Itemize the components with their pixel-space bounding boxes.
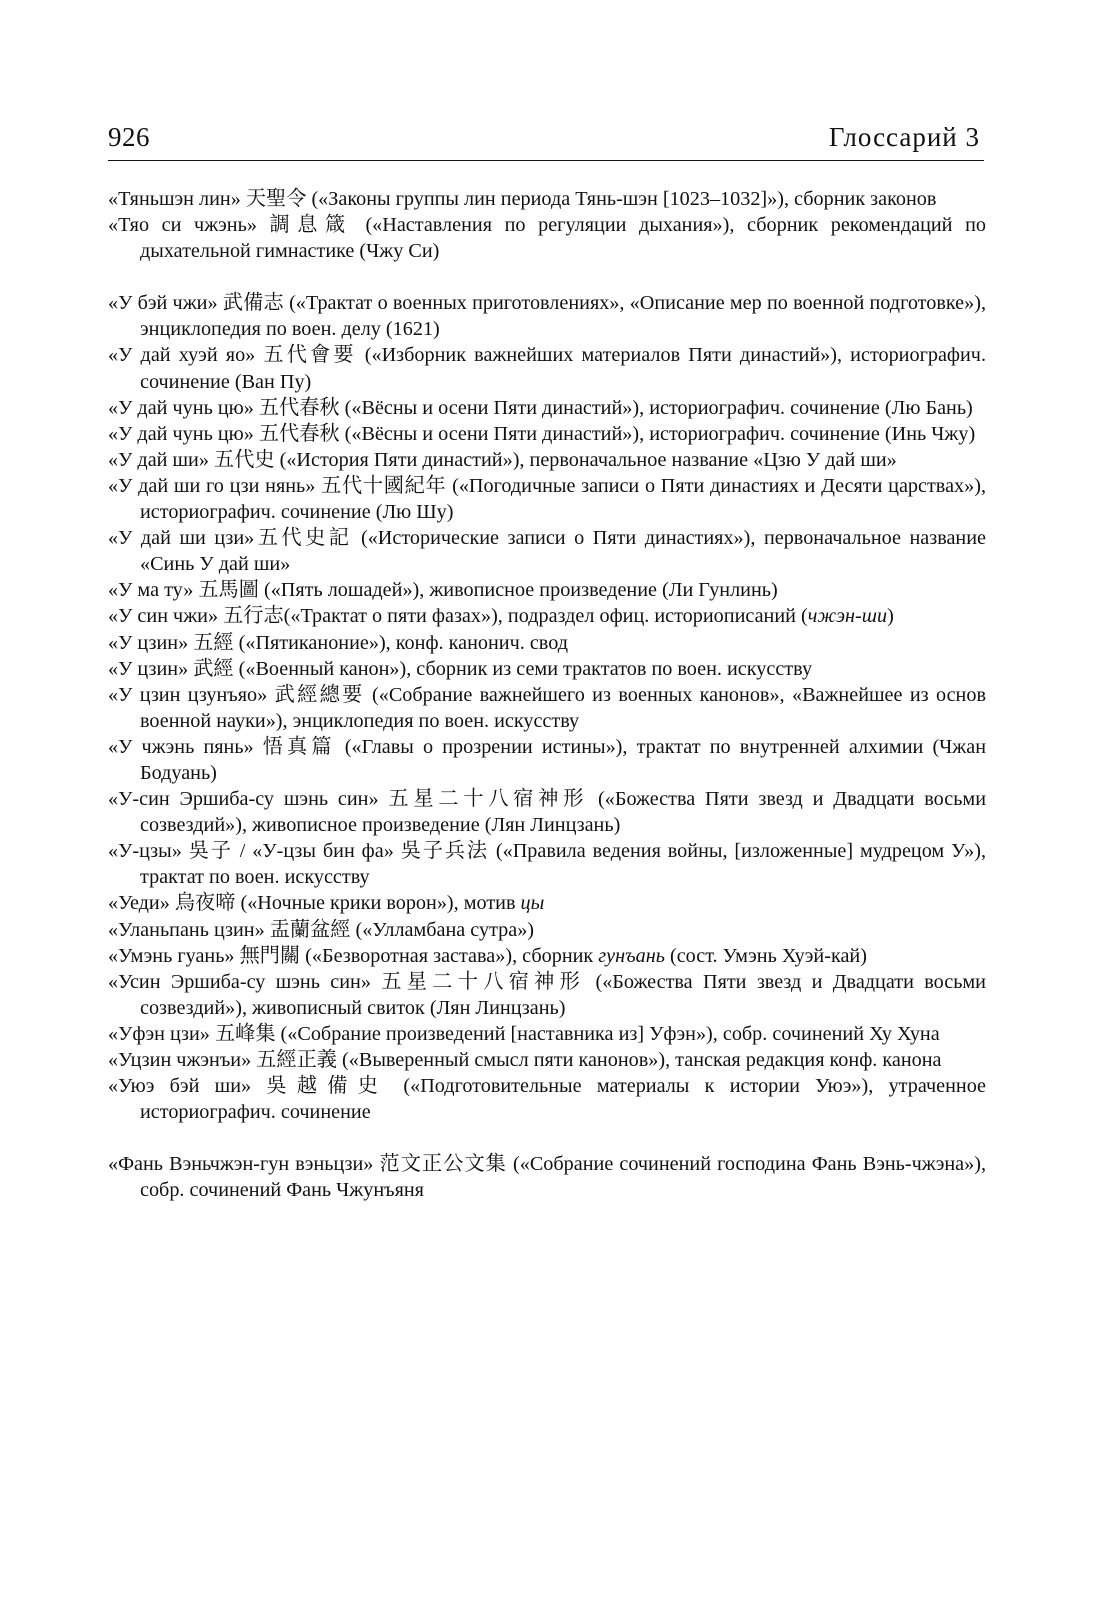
page-number: 926 <box>108 122 150 152</box>
entry-text: «У дай ши го цзи нянь» 五代十國紀年 («Погодичные записи о Пяти династиях и Десяти царствах»), историографич. сочинение (Лю Шу) <box>108 474 986 524</box>
glossary-entry <box>108 1047 986 1073</box>
entry-text: «Уфэн цзи» 五峰集 («Собрание произведений [наставника из] Уфэн»), собр. сочинений Ху Хуна <box>108 1022 940 1045</box>
glossary-entry <box>108 603 986 629</box>
entry-text: «У дай чунь цю» 五代春秋 («Вёсны и осени Пяти династий»), историографич. сочинение (Инь Чжу) <box>108 422 976 445</box>
glossary-entry <box>108 342 986 394</box>
running-title: Глоссарий 3 <box>828 122 980 152</box>
entry-text: «Фань Вэньчжэн-гун вэньцзи» 范文正公文集 («Собрание сочинений господина Фань Вэнь-чжэна»), собр. сочинений Фань Чжунъяня <box>108 1153 986 1202</box>
glossary-entry <box>108 943 986 969</box>
page-header <box>108 120 984 161</box>
glossary-entry <box>108 1151 986 1203</box>
glossary-entry <box>108 1021 986 1047</box>
glossary-entry <box>108 421 986 447</box>
entry-text: «Умэнь гуань» 無門關 («Безворотная застава»), сборник <box>108 944 599 967</box>
entry-text: «У ма ту» 五馬圖 («Пять лошадей»), живописное произведение (Ли Гунлинь) <box>108 579 778 602</box>
entry-term-italic: цы <box>520 892 545 915</box>
entry-text: «У дай хуэй яо» 五代會要 («Изборник важнейших материалов Пяти династий»), историографич. сочинение (Ван Пу) <box>108 344 986 393</box>
glossary-entry <box>108 186 986 212</box>
entry-text: «Тяо си чжэнь» 調息箴 («Наставления по регуляции дыхания»), сборник рекомендаций по дыхательной гимнастике (Чжу Си) <box>108 214 986 263</box>
entry-text: «У цзин» 五經 («Пятиканоние»), конф. канонич. свод <box>108 631 568 654</box>
entry-text: «Уюэ бэй ши» 吳越備史 («Подготовительные материалы к истории Уюэ»), утраченное историографич. сочинение <box>108 1075 986 1124</box>
glossary-entry <box>108 630 986 656</box>
entry-term-italic: гунъань <box>598 944 665 967</box>
entry-text: «Тяньшэн лин» 天聖令 («Законы группы лин периода Тянь-шэн [1023–1032]»), сборник законов <box>108 188 937 210</box>
entry-text: «У-син Эршиба-су шэнь син» 五星二十八宿神形 («Божества Пяти звезд и Двадцати восьми созвездий»), живописное произведение (Лян Линцзань) <box>108 788 986 837</box>
entry-text: «У бэй чжи» 武備志 («Трактат о военных приготовлениях», «Описание мер по военной подготовке»), энциклопедия по воен. делу (1621) <box>108 292 986 341</box>
entry-text: «У дай ши цзи»五代史記 («Исторические записи о Пяти династиях»), первоначальное название «Синь У дай ши» <box>108 527 986 576</box>
glossary-entry <box>108 395 986 421</box>
glossary-entry <box>108 290 986 342</box>
glossary-entry <box>108 917 986 943</box>
entry-text: «У цзин цзунъяо» 武經總要 («Собрание важнейшего из военных канонов», «Важнейшее из основ военной науки»), энциклопедия по воен. искусству <box>108 683 986 732</box>
glossary-entry <box>108 525 986 577</box>
glossary-entry <box>108 734 986 786</box>
entry-text: (сост. Умэнь Хуэй-кай) <box>664 944 867 967</box>
entry-text: «У син чжи» 五行志(«Трактат о пяти фазах»), подраздел офиц. историописаний ( <box>108 605 808 628</box>
glossary-entry <box>108 656 986 682</box>
glossary-entry <box>108 447 986 473</box>
glossary-entry <box>108 577 986 603</box>
entry-term-italic: чжэн-ши <box>807 605 888 628</box>
entry-text: «У дай чунь цю» 五代春秋 («Вёсны и осени Пяти династий»), историографич. сочинение (Лю Бань) <box>108 396 973 419</box>
glossary-entry <box>108 473 986 525</box>
entry-text: «У-цзы» 吳子 / «У-цзы бин фа» 吳子兵法 («Правила ведения войны, [изложенные] мудрецом У»), трактат по воен. искусству <box>108 840 986 889</box>
glossary-entry <box>108 1073 986 1125</box>
entry-text: «У дай ши» 五代史 («История Пяти династий»), первоначальное название «Цзю У дай ши» <box>108 448 897 471</box>
entry-text: «Усин Эршиба-су шэнь син» 五星二十八宿神形 («Божества Пяти звезд и Двадцати восьми созвездий»), живописный свиток (Лян Линцзань) <box>108 970 986 1019</box>
glossary-entry <box>108 682 986 734</box>
glossary-entry <box>108 786 986 838</box>
glossary-entry <box>108 969 986 1021</box>
entry-text: «Уеди» 烏夜啼 («Ночные крики ворон»), мотив <box>108 892 521 915</box>
entry-text: «Уланьпань цзин» 盂蘭盆經 («Улламбана сутра») <box>108 918 535 941</box>
glossary-entry <box>108 890 986 916</box>
entry-text: «У чжэнь пянь» 悟真篇 («Главы о прозрении истины»), трактат по внутренней алхимии (Чжан Бодуань) <box>108 735 986 784</box>
glossary-entry <box>108 212 986 264</box>
entry-text: «У цзин» 武經 («Военный канон»), сборник из семи трактатов по воен. искусству <box>108 657 813 680</box>
glossary-entries <box>108 186 986 1203</box>
entry-text: «Уцзин чжэнъи» 五經正義 («Выверенный смысл пяти канонов»), танская редакция конф. канона <box>108 1049 942 1071</box>
glossary-entry <box>108 838 986 890</box>
entry-text: ) <box>887 605 894 628</box>
